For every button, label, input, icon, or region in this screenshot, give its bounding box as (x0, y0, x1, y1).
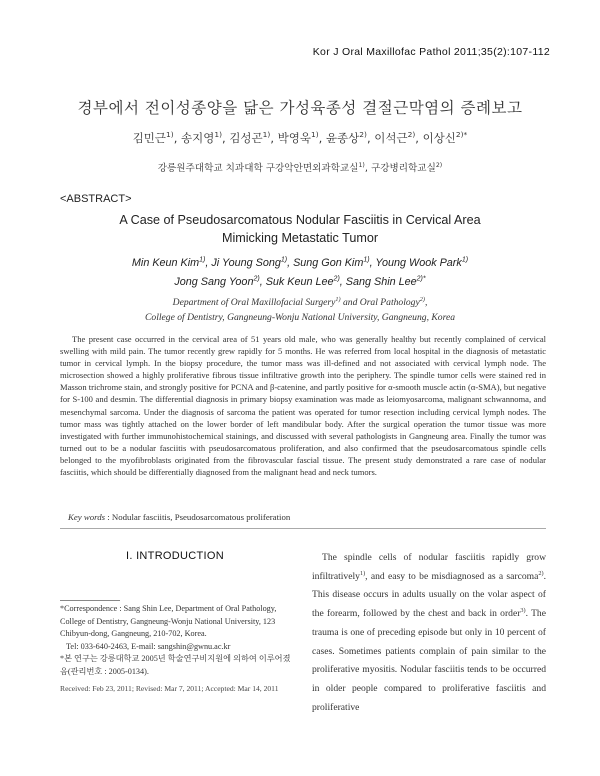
author-name: Suk Keun Lee (265, 276, 334, 288)
journal-citation: Kor J Oral Maxillofac Pathol 2011;35(2):107-112 (312, 46, 550, 58)
introduction-text (312, 549, 546, 717)
author-affiliation-mark: 2) (359, 130, 367, 140)
affiliation-dept-2: 구강병리학교실 (370, 163, 436, 174)
footnote-correspondence: *Correspondence : Sang Shin Lee, Department of Oral Pathology, College of Dentistry, Gangneung-Wonju National University, 123 Chibyun-dong, Gangneung, 210-702, Korea. (60, 604, 277, 639)
intro-text-2: , and easy to be misdiagnosed as a sarcoma (365, 570, 539, 582)
english-affiliation (0, 295, 600, 325)
author-affiliation-mark: 2) (333, 275, 340, 283)
author-name: Sung Gon Kim (293, 257, 364, 269)
author-name: 김성곤 (229, 131, 263, 145)
english-title (0, 211, 600, 247)
korean-title: 경부에서 전이성종양을 닮은 가성육종성 결절근막염의 증례보고 (77, 99, 523, 117)
dept-pathology: and Oral Pathology (340, 297, 420, 308)
abstract-heading: <ABSTRACT> (60, 193, 132, 205)
author-affiliation-mark: 1) (166, 130, 174, 140)
author-affiliation-mark: 1) (199, 256, 206, 264)
ref-1: 1) (359, 569, 366, 577)
author-affiliation-mark: 2) (253, 275, 260, 283)
author-name: Min Keun Kim (131, 257, 200, 269)
author-name: 박영욱 (277, 131, 311, 145)
keywords (68, 512, 290, 522)
author-affiliation-mark: 1) (461, 256, 469, 264)
english-authors-line-2: Jong Sang Yoon$^{2)}$, Suk Keun Lee$^{2)}$, Sang Shin Lee$^{2)*}$ (174, 275, 426, 288)
english-title-line-2: Mimicking Metastatic Tumor (221, 231, 379, 245)
abstract-body: The present case occurred in the cervical area of 51 years old male, who was generally healthy but recently complained of cervical swelling with mild pain. The tumor recently grew rapidly for 5 months. He was referred from local hospital in the diagnosis of metastatic tumor in cervical lymph. In the biopsy procedure, the tumor mass was ill-defined and not associated with cervical lymph node. The microsection showed a highly proliferative fibrous tissue infiltrative growth into the periphery. The spindle tumor cells were stained red in Masson trichrome stain, and strongly positive for PCNA and β-catenine, and partly positive for α-smooth muscle actin (α-SMA), but negative for S-100 and desmin. The differential diagnosis in primary biopsy examination was made as leiomyosarcoma, malignant schwannoma, and mesenchymal sarcoma. Under the diagnosis of sarcoma the patient was operated for tumor resection including cervical lymph nodes. The tumor mass was tightly attached on the lower border of left mandibular body. After the surgical operation the tumor tissue was more investigated with further immunohistochemical stainings, and discussed with several pathologists in Gangneung area. Finally the tumor was turned out to be a nodular fasciitis with pseudosarcomatous proliferation, and also confirmed that the pseudosarcomatous spindle cells belonged to the myofibroblasts originated from the fibrovascular fascial tissue. The present study demonstrated a rare case of nodular fasciitis, which should be differentially diagnosed from the malignant head and neck tumors. (60, 334, 546, 478)
footnote-funding: *본 연구는 강릉대학교 2005년 학술연구비지원에 의하여 이루어졌음(관리번호 : 2005-0134). (60, 654, 291, 676)
author-name: 윤종상 (325, 131, 360, 145)
intro-text-4: . The trauma is one of preceding episode but only in 10 percent of cases. Sometimes patients complain of pain similar to the proliferative myositis. Nodular fasciitis tends to be occurred in older people compared to proliferative fasciitis and proliferative (312, 608, 546, 713)
abstract-divider (60, 528, 546, 529)
author-affiliation-mark: 2)* (416, 275, 426, 283)
author-name: Ji Young Song (211, 257, 281, 269)
keywords-value: : Nodular fasciitis, Pseudosarcomatous proliferation (107, 512, 291, 522)
author-affiliation-mark: 1) (214, 130, 222, 140)
footnotes (60, 603, 296, 695)
dept-surgery-sup: 1) (335, 295, 341, 303)
author-affiliation-mark: 1) (262, 130, 271, 140)
dept-pathology-sup: 2) (419, 295, 425, 303)
footnote-divider (60, 600, 120, 601)
author-affiliation-mark: 1) (280, 256, 288, 264)
english-affiliation-line-2: College of Dentistry, Gangneung-Wonju National University, Gangneung, Korea (145, 312, 455, 323)
author-affiliation-mark: 1) (363, 256, 370, 264)
author-name: 이상신 (422, 131, 456, 145)
intro-text-1: The spindle cells of nodular fasciitis rapidly grow infiltratively (312, 552, 546, 582)
footnote-contact: Tel: 033-640-2463, E-mail: sangshin@gwnu.ac.kr (66, 641, 231, 651)
affiliation-sup-2: 2) (435, 161, 443, 169)
affiliation-sup-1: 1) (358, 161, 365, 169)
author-name: 송지영 (181, 131, 215, 145)
affiliation-dept-1: 강릉원주대학교 치과대학 구강악안면외과학교실 (157, 163, 359, 174)
author-affiliation-mark: 1) (310, 130, 319, 140)
author-affiliation-mark: 2)* (455, 130, 468, 140)
english-title-line-1: A Case of Pseudosarcomatous Nodular Fasciitis in Cervical Area (119, 213, 481, 227)
author-affiliation-mark: 2) (407, 130, 416, 140)
introduction-heading: I. INTRODUCTION (126, 550, 224, 562)
korean-affiliation (0, 160, 600, 174)
ref-2: 2) (538, 569, 544, 577)
keywords-label: Key words (68, 512, 106, 522)
affiliation-sep: , (364, 163, 371, 174)
korean-authors: 김민근$^{1)}$, 송지영$^{1)}$, 김성곤$^{1)}$, 박영욱$^{1)}$, 윤종상$^{2)}$, 이석근$^{2)}$, 이상신$^{2)*}$ (132, 130, 468, 145)
author-name: Young Wook Park (375, 257, 462, 269)
received-dates: Received: Feb 23, 2011; Revised: Mar 7, 2011; Accepted: Mar 14, 2011 (60, 683, 279, 693)
affiliation-comma: , (424, 297, 428, 308)
author-name: 김민근 (132, 131, 167, 145)
dept-surgery: Department of Oral Maxillofacial Surgery (172, 297, 336, 308)
ref-3: 3) (520, 606, 526, 614)
intro-text-3: . This disease occurs in adults usually on the volar aspect of the forearm, followed by the chest and back in order (312, 570, 546, 620)
english-authors-line-1: Min Keun Kim$^{1)}$, Ji Young Song$^{1)}$, Sung Gon Kim$^{1)}$, Young Wook Park$^{1)}$ (131, 256, 469, 269)
english-affiliation-line-1 (0, 295, 600, 310)
author-name: Sang Shin Lee (345, 276, 417, 288)
author-name: Jong Sang Yoon (174, 276, 254, 288)
english-authors (0, 254, 600, 292)
author-name: 이석근 (374, 131, 408, 145)
